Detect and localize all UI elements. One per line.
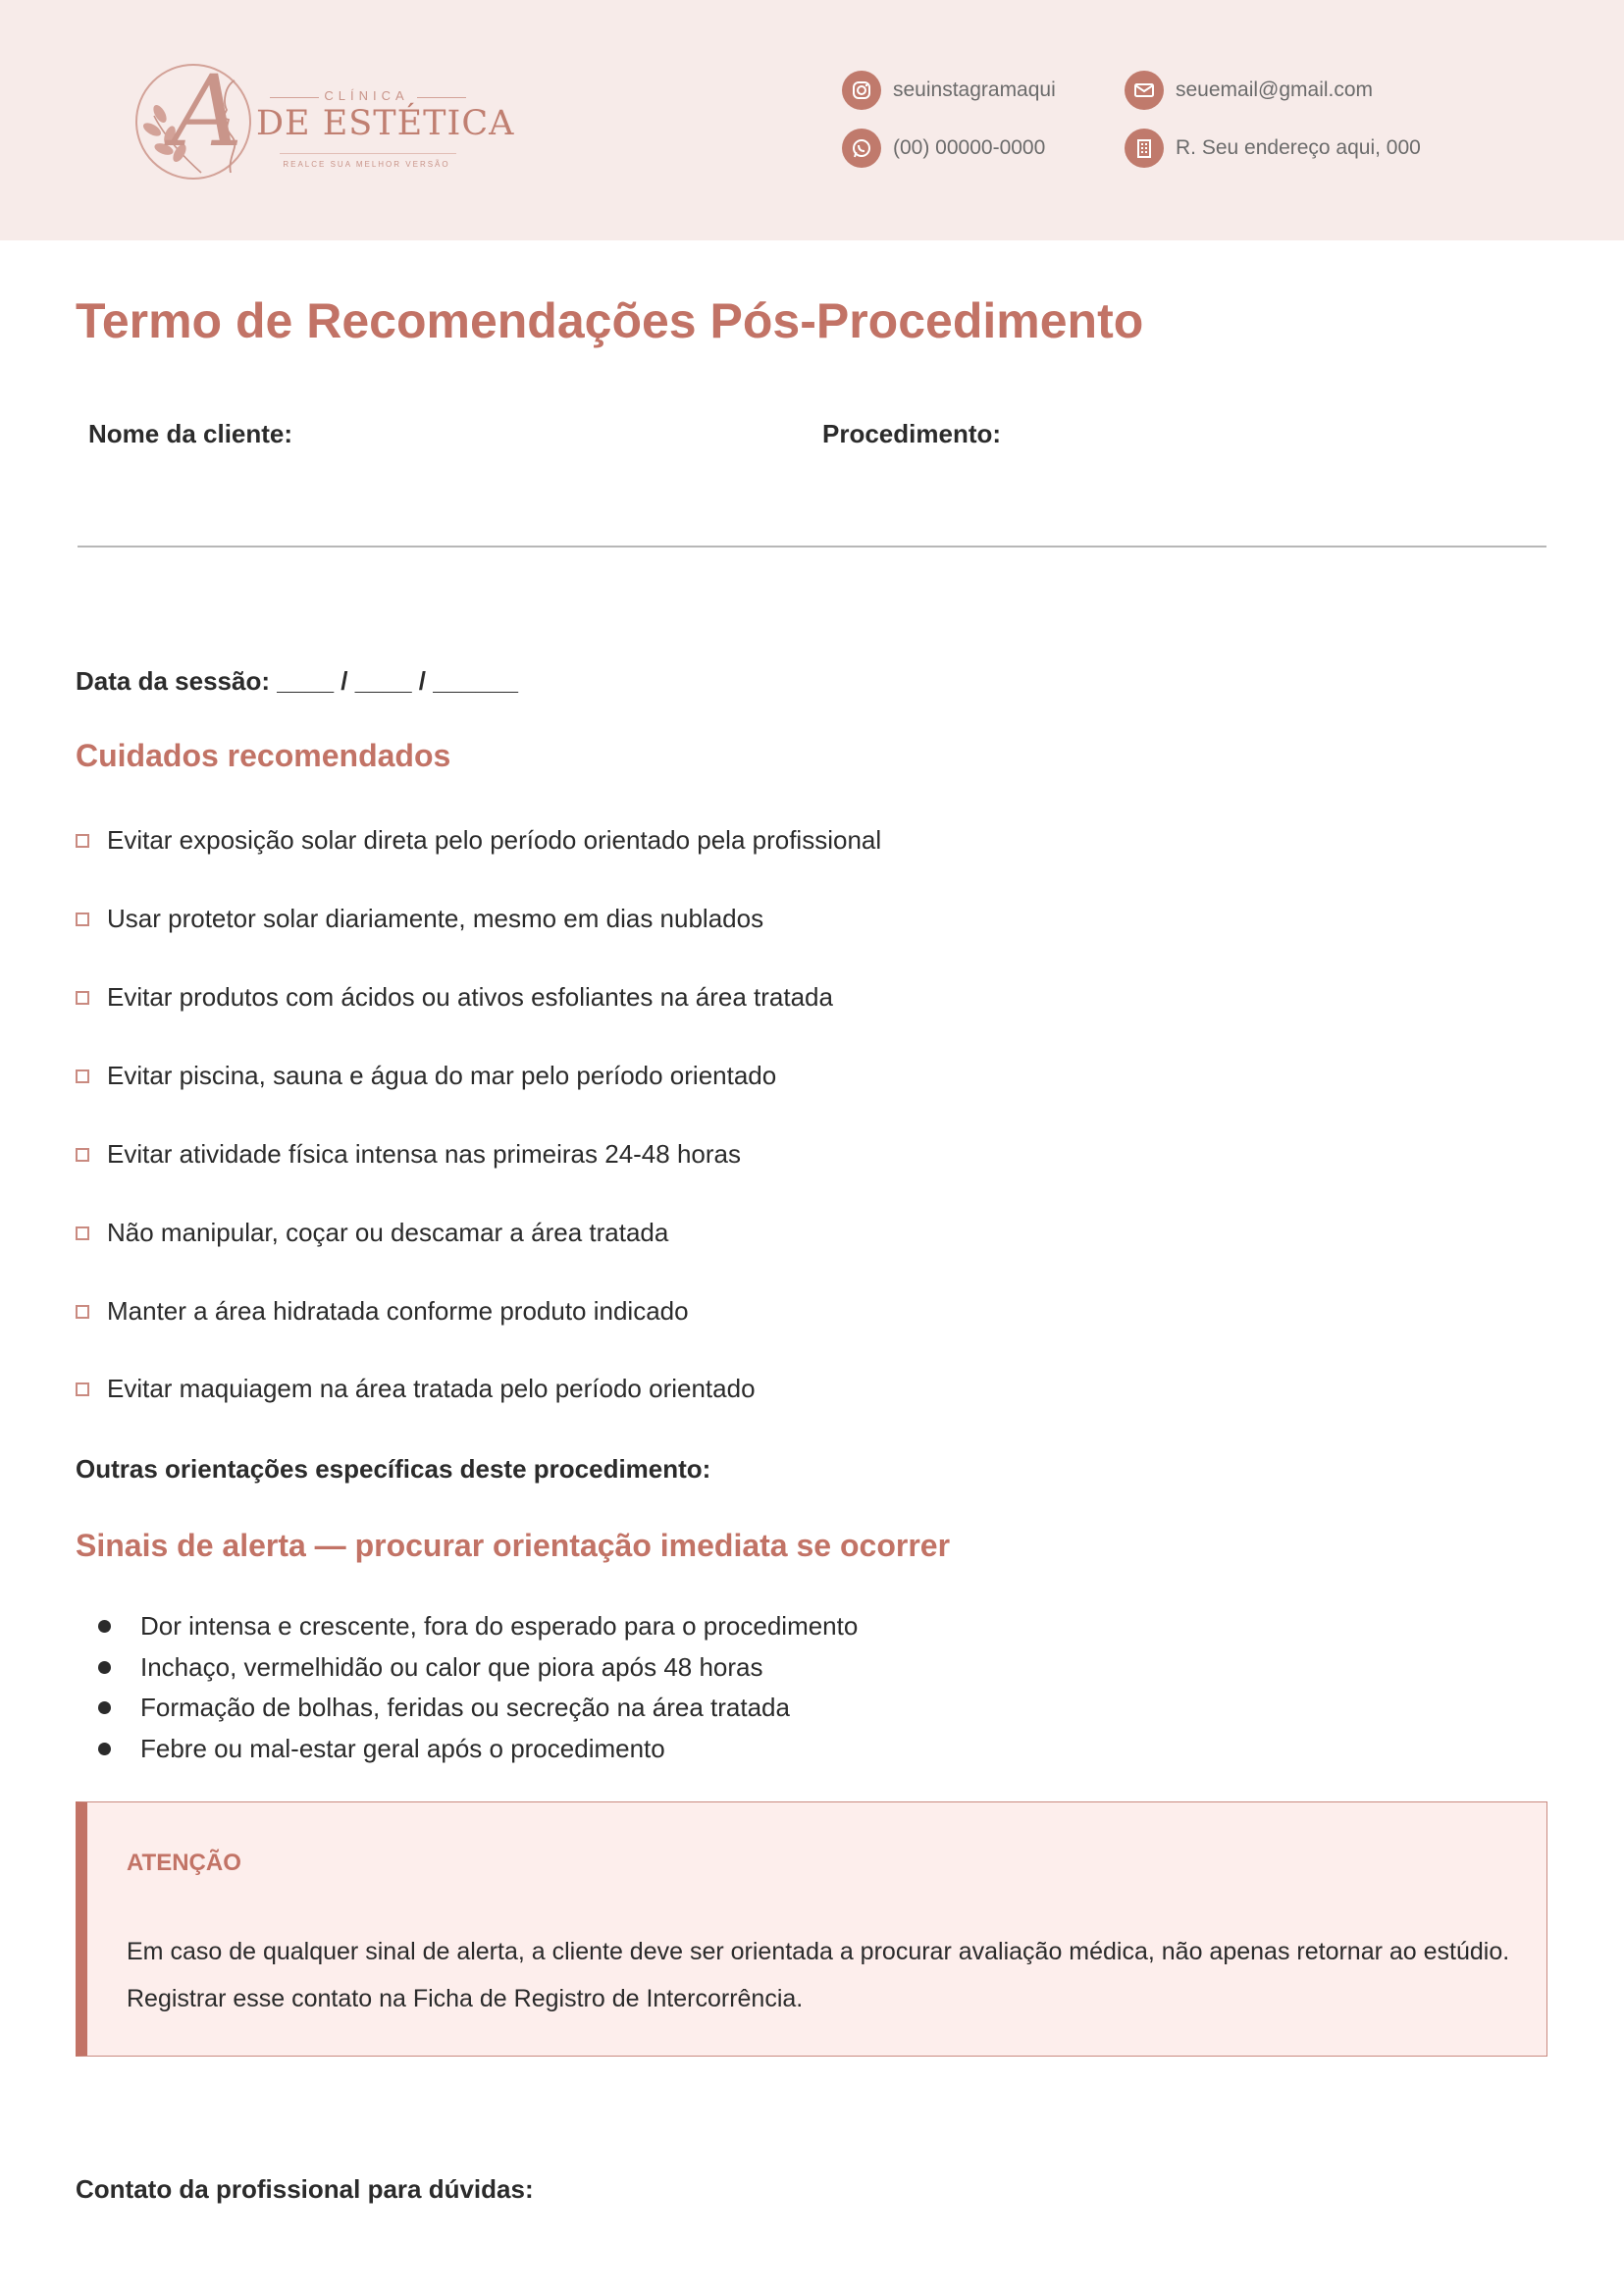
care-checklist-item[interactable] xyxy=(76,1218,668,1248)
care-item-text: Não manipular, coçar ou descamar a área tratada xyxy=(107,1218,669,1247)
alert-signs-list xyxy=(98,1606,858,1769)
list-item xyxy=(98,1688,858,1729)
bullet-icon xyxy=(98,1701,111,1714)
bullet-icon xyxy=(98,1620,111,1633)
other-guidance-label: Outras orientações específicas deste procedimento: xyxy=(76,1454,711,1484)
contact-email[interactable] xyxy=(1125,71,1373,110)
care-item-text: Evitar piscina, sauna e água do mar pelo período orientado xyxy=(107,1061,777,1090)
alert-item-text: Febre ou mal-estar geral após o procedimento xyxy=(140,1733,665,1763)
logo-tagline: REALCE SUA MELHOR VERSÃO xyxy=(283,160,450,169)
page-title: Termo de Recomendações Pós-Procedimento xyxy=(76,293,1144,348)
alert-item-text: Formação de bolhas, feridas ou secreção na área tratada xyxy=(140,1693,790,1723)
list-item xyxy=(98,1647,858,1689)
client-name-label: Nome da cliente: xyxy=(88,419,293,448)
care-item-text: Evitar produtos com ácidos ou ativos esfoliantes na área tratada xyxy=(107,982,833,1012)
alert-item-text: Inchaço, vermelhidão ou calor que piora após 48 horas xyxy=(140,1651,763,1682)
street-address: R. Seu endereço aqui, 000 xyxy=(1176,136,1421,159)
checkbox-icon xyxy=(76,913,89,926)
care-checklist-item[interactable] xyxy=(76,1139,741,1170)
email-address: seuemail@gmail.com xyxy=(1176,78,1374,101)
care-checklist-item[interactable] xyxy=(76,904,763,934)
care-checklist-item[interactable] xyxy=(76,825,881,856)
care-heading: Cuidados recomendados xyxy=(76,738,451,773)
clinic-logo xyxy=(132,54,515,189)
fill-in-line xyxy=(78,546,1546,548)
care-checklist-item[interactable] xyxy=(76,1374,756,1404)
page-header xyxy=(0,0,1624,240)
checkbox-icon xyxy=(76,1148,89,1162)
logo-monogram: A xyxy=(172,54,243,169)
care-checklist-item[interactable] xyxy=(76,982,833,1013)
professional-contact-label: Contato da profissional para dúvidas: xyxy=(76,2174,534,2204)
alert-item-text: Dor intensa e crescente, fora do esperado para o procedimento xyxy=(140,1611,859,1642)
notice-text: Em caso de qualquer sinal de alerta, a cliente deve ser orientada a procurar avaliação médica, não apenas retornar ao estúdio. Registrar esse contato na Ficha de Registro de Intercorrência. xyxy=(127,1938,1510,2012)
phone-number: (00) 00000-0000 xyxy=(893,136,1046,159)
alert-signs-heading: Sinais de alerta — procurar orientação imediata se ocorrer xyxy=(76,1528,951,1563)
contact-instagram[interactable] xyxy=(842,71,1056,110)
logo-tagline-divider xyxy=(280,153,456,154)
contact-address[interactable] xyxy=(1125,129,1421,168)
logo-name: DE ESTÉTICA xyxy=(256,104,515,143)
checkbox-icon xyxy=(76,1226,89,1240)
whatsapp-icon xyxy=(842,129,881,168)
logo-top-line: CLÍNICA xyxy=(324,88,409,103)
care-item-text: Manter a área hidratada conforme produto indicado xyxy=(107,1296,689,1326)
care-item-text: Evitar maquiagem na área tratada pelo período orientado xyxy=(107,1374,756,1403)
building-icon xyxy=(1125,129,1164,168)
contact-whatsapp[interactable] xyxy=(842,129,1045,168)
care-item-text: Evitar atividade física intensa nas primeiras 24-48 horas xyxy=(107,1139,741,1169)
care-checklist-item[interactable] xyxy=(76,1061,776,1091)
checkbox-icon xyxy=(76,1305,89,1319)
care-item-text: Usar protetor solar diariamente, mesmo em dias nublados xyxy=(107,904,764,933)
care-item-text: Evitar exposição solar direta pelo período orientado pela profissional xyxy=(107,825,882,855)
bullet-icon xyxy=(98,1661,111,1674)
procedure-label: Procedimento: xyxy=(822,419,1002,448)
checkbox-icon xyxy=(76,834,89,848)
notice-title: ATENÇÃO xyxy=(127,1850,241,1876)
list-item xyxy=(98,1729,858,1770)
care-checklist-item[interactable] xyxy=(76,1296,689,1327)
checkbox-icon xyxy=(76,1382,89,1396)
session-date-field: Data da sessão: ____ / ____ / ______ xyxy=(76,666,518,696)
list-item xyxy=(98,1606,858,1647)
attention-notice-box xyxy=(76,1801,1547,2057)
checkbox-icon xyxy=(76,1069,89,1083)
bullet-icon xyxy=(98,1743,111,1755)
instagram-handle: seuinstagramaqui xyxy=(893,78,1056,101)
instagram-icon xyxy=(842,71,881,110)
checkbox-icon xyxy=(76,991,89,1005)
email-icon xyxy=(1125,71,1164,110)
